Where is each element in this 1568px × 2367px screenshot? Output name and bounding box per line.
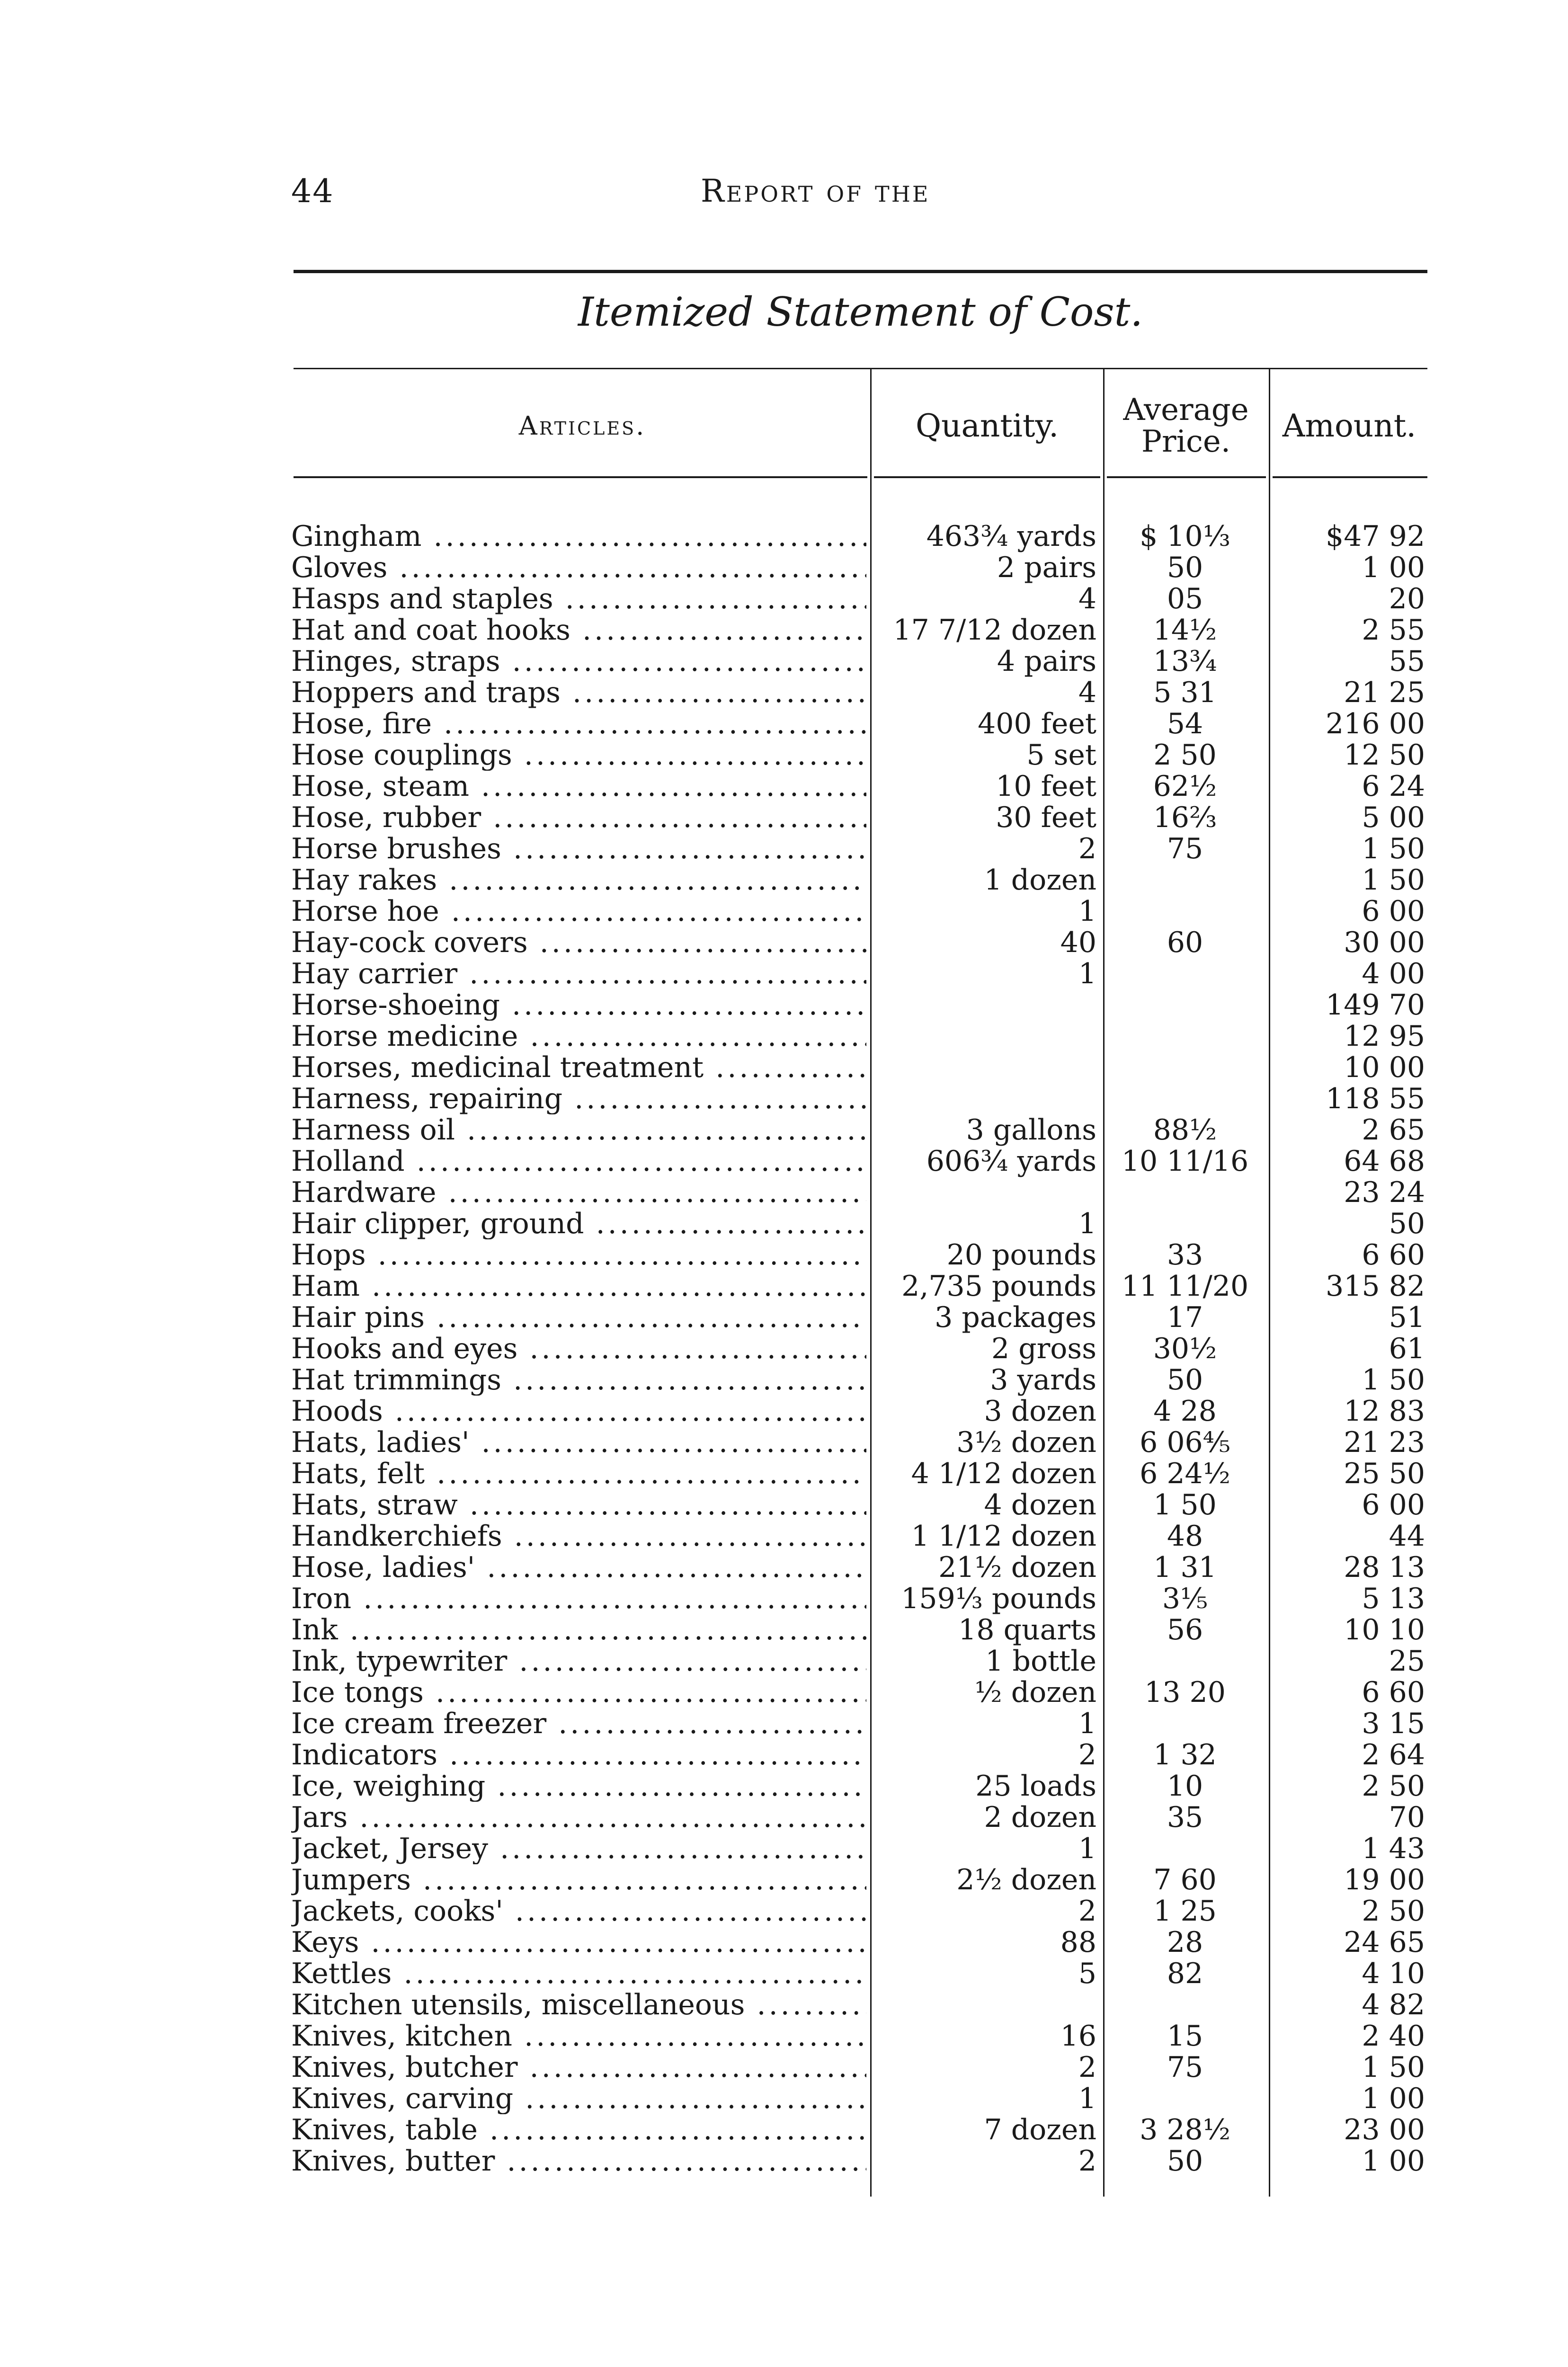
article-cell: Kitchen utensils, miscellaneous ..... — [291, 1989, 866, 2020]
average-price-cell: 05 — [1167, 582, 1203, 615]
article-cell: Hasps and staples ..... — [291, 583, 866, 614]
table-row — [0, 1489, 1568, 1521]
quantity-cell: 88 — [1060, 1926, 1096, 1959]
table-row — [0, 1364, 1568, 1396]
article-cell: Hats, ladies' ..... — [291, 1427, 866, 1458]
quantity-cell: 1 — [1078, 895, 1096, 928]
amount-cell: 6 24 — [1362, 770, 1425, 803]
article-cell: Ice cream freezer ..... — [291, 1708, 866, 1739]
header-rule — [294, 368, 1427, 369]
amount-cell: 23 00 — [1344, 2113, 1425, 2146]
quantity-cell: 4 1/12 dozen — [911, 1457, 1096, 1490]
table-row — [0, 864, 1568, 896]
quantity-cell: 2 dozen — [984, 1801, 1096, 1834]
quantity-cell: 1 — [1078, 957, 1096, 990]
amount-cell: 149 70 — [1326, 988, 1425, 1022]
article-cell: Harness oil ..... — [291, 1114, 866, 1146]
amount-cell: 1 50 — [1362, 832, 1425, 865]
table-row — [0, 1146, 1568, 1177]
amount-cell: 70 — [1389, 1801, 1425, 1834]
table-row — [0, 1208, 1568, 1239]
column-header-average-price-line1: Average — [1123, 392, 1249, 427]
average-price-cell: 5 31 — [1153, 676, 1217, 709]
amount-cell: 4 82 — [1362, 1988, 1425, 2021]
quantity-cell: 2 pairs — [997, 551, 1096, 584]
amount-cell: 4 10 — [1362, 1957, 1425, 1990]
article-cell: Hose couplings ..... — [291, 739, 866, 771]
quantity-cell: 2 — [1078, 1738, 1096, 1771]
article-cell: Hose, rubber ..... — [291, 802, 866, 833]
header-underline — [1107, 476, 1266, 478]
amount-cell: 2 40 — [1362, 2020, 1425, 2053]
article-cell: Harness, repairing ..... — [291, 1083, 866, 1114]
average-price-cell: 15 — [1167, 2020, 1203, 2053]
article-cell: Kettles ..... — [291, 1958, 866, 1989]
amount-cell: 10 10 — [1344, 1613, 1425, 1646]
quantity-cell: 18 quarts — [958, 1613, 1096, 1646]
article-cell: Horse brushes ..... — [291, 833, 866, 864]
quantity-cell: 1 dozen — [984, 863, 1096, 897]
table-row — [0, 2145, 1568, 2177]
table-row — [0, 708, 1568, 739]
amount-cell: 5 00 — [1362, 801, 1425, 834]
article-cell: Jacket, Jersey ..... — [291, 1833, 866, 1864]
quantity-cell: 1 — [1078, 1832, 1096, 1865]
table-row — [0, 1614, 1568, 1646]
table-row — [0, 989, 1568, 1021]
quantity-cell: 463¾ yards — [926, 520, 1096, 553]
table-row — [0, 1458, 1568, 1489]
table-row — [0, 1552, 1568, 1583]
table-row — [0, 1302, 1568, 1333]
amount-cell: 25 — [1389, 1645, 1425, 1678]
quantity-cell: 606¾ yards — [926, 1145, 1096, 1178]
table-row — [0, 1895, 1568, 1927]
table-row — [0, 739, 1568, 771]
article-cell: Horse medicine ..... — [291, 1021, 866, 1052]
article-cell: Hair pins ..... — [291, 1302, 866, 1333]
running-head: Report of the — [701, 173, 930, 209]
table-row — [0, 1271, 1568, 1302]
article-cell: Knives, kitchen ..... — [291, 2020, 866, 2052]
amount-cell: 1 00 — [1362, 551, 1425, 584]
table-row — [0, 646, 1568, 677]
table-row — [0, 1521, 1568, 1552]
article-cell: Hooks and eyes ..... — [291, 1333, 866, 1364]
table-row — [0, 1958, 1568, 1989]
average-price-cell: 60 — [1167, 926, 1203, 959]
average-price-cell: 6 24½ — [1140, 1457, 1230, 1490]
average-price-cell: 28 — [1167, 1926, 1203, 1959]
quantity-cell: 3 packages — [935, 1301, 1096, 1334]
table-row — [0, 1739, 1568, 1771]
quantity-cell: 17 7/12 dozen — [893, 614, 1096, 647]
amount-cell: 5 13 — [1362, 1582, 1425, 1615]
amount-cell: 12 95 — [1344, 1020, 1425, 1053]
article-cell: Jumpers ..... — [291, 1864, 866, 1895]
article-cell: Hats, felt ..... — [291, 1458, 866, 1489]
amount-cell: 315 82 — [1326, 1270, 1425, 1303]
column-header-articles: Articles. — [518, 410, 646, 441]
quantity-cell: 3 gallons — [966, 1113, 1096, 1147]
table-title: Itemized Statement of Cost. — [578, 289, 1143, 335]
amount-cell: 1 00 — [1362, 2145, 1425, 2178]
average-price-cell: 16⅔ — [1153, 801, 1217, 834]
article-cell: Hat and coat hooks ..... — [291, 614, 866, 646]
quantity-cell: 1 — [1078, 2082, 1096, 2115]
amount-cell: 2 50 — [1362, 1895, 1425, 1928]
average-price-cell: 4 28 — [1153, 1395, 1217, 1428]
quantity-cell: 2 — [1078, 2145, 1096, 2178]
table-row — [0, 896, 1568, 927]
average-price-cell: 13¾ — [1153, 645, 1217, 678]
article-cell: Jackets, cooks' ..... — [291, 1895, 866, 1927]
amount-cell: 24 65 — [1344, 1926, 1425, 1959]
average-price-cell: 54 — [1167, 707, 1203, 740]
average-price-cell: 3⅕ — [1162, 1582, 1208, 1615]
average-price-cell: $ 10⅓ — [1140, 520, 1230, 553]
average-price-cell: 3 28½ — [1140, 2113, 1230, 2146]
quantity-cell: 40 — [1060, 926, 1096, 959]
table-row — [0, 2083, 1568, 2114]
table-row — [0, 1083, 1568, 1114]
article-cell: Horse-shoeing ..... — [291, 989, 866, 1021]
average-price-cell: 35 — [1167, 1801, 1203, 1834]
quantity-cell: 2 — [1078, 2051, 1096, 2084]
amount-cell: 6 00 — [1362, 895, 1425, 928]
article-cell: Hoods ..... — [291, 1396, 866, 1427]
article-cell: Ink, typewriter ..... — [291, 1646, 866, 1677]
amount-cell: 1 50 — [1362, 863, 1425, 897]
average-price-cell: 1 32 — [1153, 1738, 1217, 1771]
average-price-cell: 82 — [1167, 1957, 1203, 1990]
article-cell: Indicators ..... — [291, 1739, 866, 1771]
amount-cell: 25 50 — [1344, 1457, 1425, 1490]
average-price-cell: 75 — [1167, 832, 1203, 865]
table-row — [0, 2020, 1568, 2052]
amount-cell: 2 65 — [1362, 1113, 1425, 1147]
average-price-cell: 7 60 — [1153, 1863, 1217, 1896]
quantity-cell: ½ dozen — [974, 1676, 1096, 1709]
amount-cell: 64 68 — [1344, 1145, 1425, 1178]
average-price-cell: 10 11/16 — [1121, 1145, 1249, 1178]
average-price-cell: 48 — [1167, 1520, 1203, 1553]
table-row — [0, 2052, 1568, 2083]
table-row — [0, 1708, 1568, 1739]
article-cell: Hay-cock covers ..... — [291, 927, 866, 958]
table-row — [0, 1927, 1568, 1958]
amount-cell: 28 13 — [1344, 1551, 1425, 1584]
table-row — [0, 1802, 1568, 1833]
average-price-cell: 1 31 — [1153, 1551, 1217, 1584]
amount-cell: 21 25 — [1344, 676, 1425, 709]
quantity-cell: 2 — [1078, 1895, 1096, 1928]
amount-cell: 2 55 — [1362, 614, 1425, 647]
amount-cell: 12 83 — [1344, 1395, 1425, 1428]
average-price-cell: 11 11/20 — [1121, 1270, 1249, 1303]
amount-cell: 2 64 — [1362, 1738, 1425, 1771]
average-price-cell: 1 25 — [1153, 1895, 1217, 1928]
average-price-cell: 10 — [1167, 1770, 1203, 1803]
table-row — [0, 1771, 1568, 1802]
amount-cell: 23 24 — [1344, 1176, 1425, 1209]
article-cell: Hat trimmings ..... — [291, 1364, 866, 1396]
average-price-cell: 56 — [1167, 1613, 1203, 1646]
article-cell: Ham ..... — [291, 1271, 866, 1302]
amount-cell: 19 00 — [1344, 1863, 1425, 1896]
table-row — [0, 927, 1568, 958]
article-cell: Hose, ladies' ..... — [291, 1552, 866, 1583]
table-row — [0, 833, 1568, 864]
average-price-cell: 62½ — [1153, 770, 1217, 803]
amount-cell: 3 15 — [1362, 1707, 1425, 1740]
average-price-cell: 14½ — [1153, 614, 1217, 647]
quantity-cell: 4 dozen — [984, 1488, 1096, 1522]
quantity-cell: 1 — [1078, 1707, 1096, 1740]
article-cell: Hose, fire ..... — [291, 708, 866, 739]
article-cell: Hose, steam ..... — [291, 771, 866, 802]
quantity-cell: 5 — [1078, 1957, 1096, 1990]
table-row — [0, 1114, 1568, 1146]
article-cell: Hay rakes ..... — [291, 864, 866, 896]
table-row — [0, 614, 1568, 646]
table-row — [0, 958, 1568, 989]
column-header-average-price-line2: Price. — [1141, 424, 1231, 459]
article-cell: Knives, table ..... — [291, 2114, 866, 2145]
quantity-cell: 16 — [1060, 2020, 1096, 2053]
average-price-cell: 30½ — [1153, 1332, 1217, 1365]
article-cell: Holland ..... — [291, 1146, 866, 1177]
quantity-cell: 400 feet — [978, 707, 1096, 740]
average-price-cell: 33 — [1167, 1238, 1203, 1272]
amount-cell: 1 50 — [1362, 1363, 1425, 1397]
quantity-cell: 5 set — [1026, 739, 1096, 772]
article-cell: Knives, butter ..... — [291, 2145, 866, 2177]
article-cell: Hair clipper, ground ..... — [291, 1208, 866, 1239]
quantity-cell: 1 1/12 dozen — [911, 1520, 1096, 1553]
article-cell: Knives, carving ..... — [291, 2083, 866, 2114]
quantity-cell: 2 gross — [991, 1332, 1096, 1365]
article-cell: Iron ..... — [291, 1583, 866, 1614]
header-underline — [1273, 476, 1427, 478]
top-rule — [294, 270, 1427, 273]
average-price-cell: 50 — [1167, 1363, 1203, 1397]
quantity-cell: 3½ dozen — [956, 1426, 1096, 1459]
table-row — [0, 1177, 1568, 1208]
quantity-cell: 4 — [1078, 582, 1096, 615]
table-row — [0, 677, 1568, 708]
amount-cell: 118 55 — [1326, 1082, 1425, 1115]
article-cell: Gloves ..... — [291, 552, 866, 583]
article-cell: Hats, straw ..... — [291, 1489, 866, 1521]
amount-cell: 12 50 — [1344, 739, 1425, 772]
amount-cell: 4 00 — [1362, 957, 1425, 990]
article-cell: Hops ..... — [291, 1239, 866, 1271]
quantity-cell: 3 dozen — [984, 1395, 1096, 1428]
article-cell: Keys ..... — [291, 1927, 866, 1958]
quantity-cell: 10 feet — [996, 770, 1096, 803]
amount-cell: 2 50 — [1362, 1770, 1425, 1803]
amount-cell: 50 — [1389, 1207, 1425, 1240]
table-row — [0, 2114, 1568, 2145]
table-row — [0, 771, 1568, 802]
table-row — [0, 1833, 1568, 1864]
article-cell: Horses, medicinal treatment ..... — [291, 1052, 866, 1083]
average-price-cell: 75 — [1167, 2051, 1203, 2084]
table-row — [0, 1052, 1568, 1083]
amount-cell: $47 92 — [1326, 520, 1425, 553]
table-row — [0, 1333, 1568, 1364]
quantity-cell: 20 pounds — [946, 1238, 1096, 1272]
page-number: 44 — [291, 173, 334, 210]
amount-cell: 10 00 — [1344, 1051, 1425, 1084]
column-header-amount: Amount. — [1282, 408, 1417, 445]
average-price-cell: 6 06⅘ — [1140, 1426, 1230, 1459]
table-row — [0, 1646, 1568, 1677]
article-cell: Handkerchiefs ..... — [291, 1521, 866, 1552]
amount-cell: 6 60 — [1362, 1676, 1425, 1709]
header-underline — [294, 476, 867, 478]
quantity-cell: 4 pairs — [997, 645, 1096, 678]
column-header-quantity: Quantity. — [915, 408, 1059, 445]
header-underline — [874, 476, 1100, 478]
amount-cell: 6 00 — [1362, 1488, 1425, 1522]
amount-cell: 51 — [1389, 1301, 1425, 1334]
amount-cell: 61 — [1389, 1332, 1425, 1365]
table-row — [0, 1677, 1568, 1708]
table-row — [0, 1864, 1568, 1895]
quantity-cell: 2½ dozen — [956, 1863, 1096, 1896]
quantity-cell: 7 dozen — [984, 2113, 1096, 2146]
average-price-cell: 88½ — [1153, 1113, 1217, 1147]
amount-cell: 1 50 — [1362, 2051, 1425, 2084]
amount-cell: 1 00 — [1362, 2082, 1425, 2115]
article-cell: Hay carrier ..... — [291, 958, 866, 989]
table-row — [0, 583, 1568, 614]
quantity-cell: 159⅓ pounds — [901, 1582, 1096, 1615]
amount-cell: 30 00 — [1344, 926, 1425, 959]
table-row — [0, 1989, 1568, 2020]
average-price-cell: 1 50 — [1153, 1488, 1217, 1522]
average-price-cell: 50 — [1167, 2145, 1203, 2178]
average-price-cell: 50 — [1167, 551, 1203, 584]
amount-cell: 55 — [1389, 645, 1425, 678]
article-cell: Horse hoe ..... — [291, 896, 866, 927]
quantity-cell: 21½ dozen — [938, 1551, 1096, 1584]
article-cell: Jars ..... — [291, 1802, 866, 1833]
amount-cell: 44 — [1389, 1520, 1425, 1553]
amount-cell: 216 00 — [1326, 707, 1425, 740]
average-price-cell: 17 — [1167, 1301, 1203, 1334]
quantity-cell: 3 yards — [990, 1363, 1096, 1397]
article-cell: Knives, butcher ..... — [291, 2052, 866, 2083]
table-row — [0, 1583, 1568, 1614]
table-row — [0, 552, 1568, 583]
quantity-cell: 4 — [1078, 676, 1096, 709]
quantity-cell: 25 loads — [975, 1770, 1096, 1803]
article-cell: Gingham ..... — [291, 521, 866, 552]
quantity-cell: 2 — [1078, 832, 1096, 865]
article-cell: Ice tongs ..... — [291, 1677, 866, 1708]
article-cell: Hardware ..... — [291, 1177, 866, 1208]
article-cell: Ice, weighing ..... — [291, 1771, 866, 1802]
average-price-cell: 13 20 — [1144, 1676, 1226, 1709]
table-body — [0, 521, 1568, 2177]
article-cell: Hoppers and traps ..... — [291, 677, 866, 708]
quantity-cell: 2,735 pounds — [901, 1270, 1096, 1303]
table-row — [0, 1427, 1568, 1458]
article-cell: Ink ..... — [291, 1614, 866, 1646]
article-cell: Hinges, straps ..... — [291, 646, 866, 677]
average-price-cell: 2 50 — [1153, 739, 1217, 772]
table-row — [0, 1021, 1568, 1052]
quantity-cell: 30 feet — [996, 801, 1096, 834]
quantity-cell: 1 — [1078, 1207, 1096, 1240]
table-row — [0, 1396, 1568, 1427]
table-row — [0, 521, 1568, 552]
quantity-cell: 1 bottle — [985, 1645, 1096, 1678]
table-row — [0, 802, 1568, 833]
column-header-average-price — [1105, 379, 1266, 473]
table-row — [0, 1239, 1568, 1271]
amount-cell: 1 43 — [1362, 1832, 1425, 1865]
amount-cell: 20 — [1389, 582, 1425, 615]
amount-cell: 21 23 — [1344, 1426, 1425, 1459]
amount-cell: 6 60 — [1362, 1238, 1425, 1272]
